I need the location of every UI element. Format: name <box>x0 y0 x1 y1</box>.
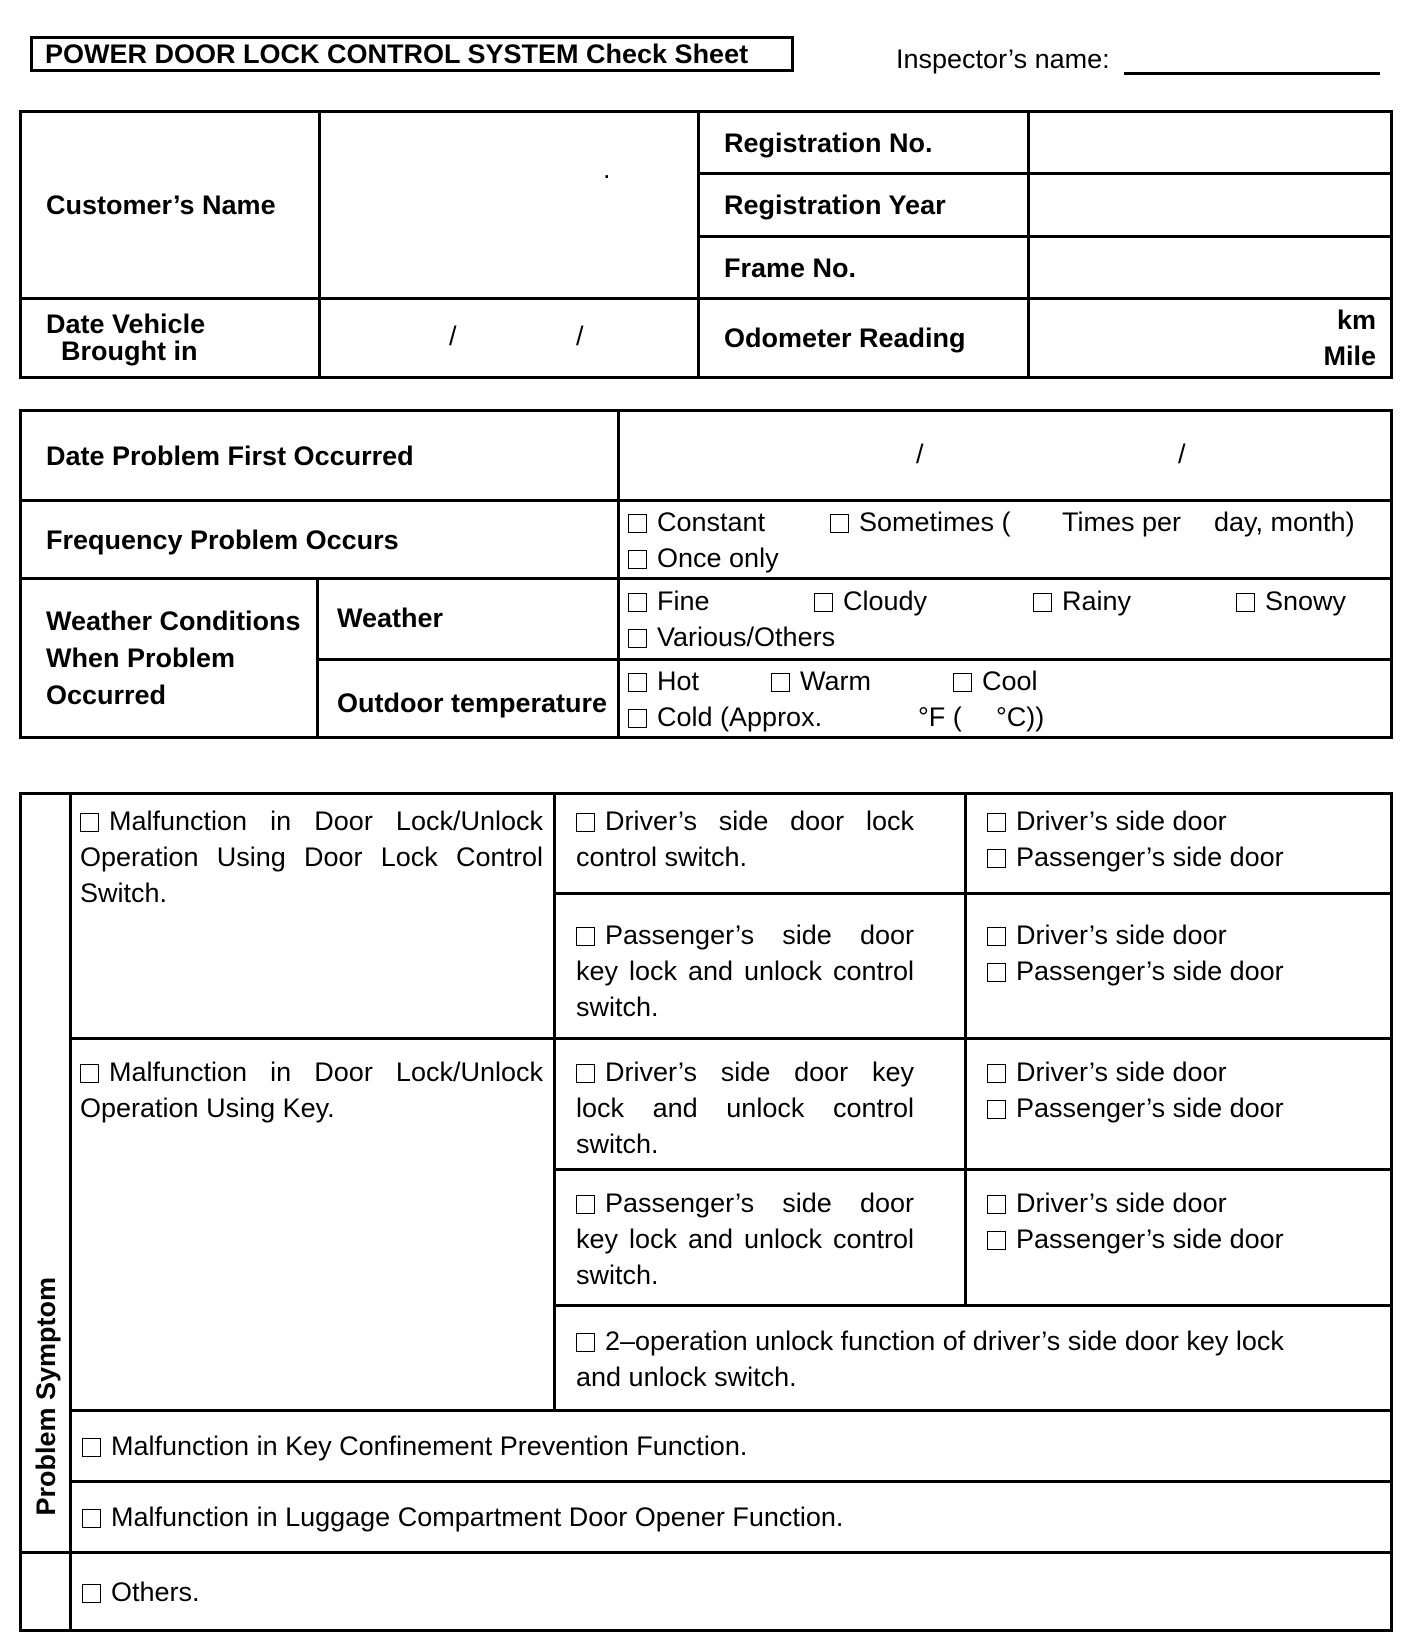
temp-c-unit: °C)) <box>996 701 1045 732</box>
freq-times-per: Times per <box>1062 506 1182 537</box>
driver-door-label: Driver’s side door <box>1016 920 1227 950</box>
problem-symptom-label: Problem Symptom <box>30 1277 61 1516</box>
switch-malfunction-cell <box>71 794 555 1039</box>
temp-cold-label: Cold (Approx. <box>657 701 823 732</box>
outdoor-temperature-label: Outdoor temperature <box>318 660 619 738</box>
door-choice-cell-1 <box>966 794 1392 894</box>
checkbox-icon[interactable] <box>814 593 833 612</box>
checkbox-icon[interactable] <box>82 1584 101 1603</box>
key-malfunction-cell <box>71 1039 555 1411</box>
driver-key-switch-option[interactable] <box>576 1054 914 1162</box>
freq-sometimes-label: Sometimes ( <box>859 506 1011 537</box>
driver-lock-switch-cell <box>555 794 966 894</box>
frequency-options <box>619 501 1392 579</box>
checkbox-icon[interactable] <box>82 1509 101 1528</box>
date-brought-label <box>21 299 320 378</box>
key-malfunction-option[interactable] <box>80 1054 543 1126</box>
two-operation-option[interactable] <box>576 1323 1330 1395</box>
checkbox-icon[interactable] <box>1236 593 1255 612</box>
weather-fine-option[interactable] <box>628 583 710 619</box>
passenger-door-option-3[interactable] <box>987 1090 1380 1126</box>
door-choice-cell-4 <box>966 1170 1392 1306</box>
passenger-key-switch-label-1: Passenger’s side door key lock and unlock control switch. <box>576 920 914 1022</box>
registration-year-label: Registration Year <box>699 174 1029 237</box>
checkbox-icon[interactable] <box>987 1231 1006 1250</box>
checkbox-icon[interactable] <box>82 1438 101 1457</box>
weather-options <box>619 579 1392 660</box>
driver-key-switch-cell <box>555 1039 966 1170</box>
passenger-door-label: Passenger’s side door <box>1016 956 1284 986</box>
switch-malfunction-option[interactable] <box>80 803 543 911</box>
passenger-key-switch-option-1[interactable] <box>576 917 914 1025</box>
driver-key-switch-label: Driver’s side door key lock and unlock control switch. <box>576 1057 914 1159</box>
odometer-field[interactable] <box>1029 299 1392 378</box>
passenger-key-switch-cell-1 <box>555 894 966 1039</box>
freq-constant-option[interactable] <box>628 504 765 540</box>
unit-km: km <box>1336 305 1376 335</box>
registration-no-label: Registration No. <box>699 112 1029 174</box>
checkbox-icon[interactable] <box>987 1100 1006 1119</box>
checkbox-icon[interactable] <box>576 1064 595 1083</box>
key-malfunction-label: Malfunction in Door Lock/Unlock Operation Using Key. <box>80 1057 543 1123</box>
weather-conditions-line1: Weather Conditions <box>46 605 301 636</box>
checkbox-icon[interactable] <box>576 1195 595 1214</box>
checkbox-icon[interactable] <box>628 514 647 533</box>
inspector-name-label: Inspector’s name: <box>896 44 1110 74</box>
temp-warm-label: Warm <box>800 665 871 696</box>
passenger-door-label: Passenger’s side door <box>1016 1093 1284 1123</box>
freq-constant-label: Constant <box>657 506 766 537</box>
checkbox-icon[interactable] <box>628 673 647 692</box>
driver-door-option-4[interactable] <box>987 1185 1380 1221</box>
temperature-options <box>619 660 1392 738</box>
weather-rainy-option[interactable] <box>1033 583 1131 619</box>
luggage-opener-cell <box>71 1482 1392 1553</box>
checkbox-icon[interactable] <box>576 813 595 832</box>
checkbox-icon[interactable] <box>987 1064 1006 1083</box>
weather-conditions-label <box>21 579 318 738</box>
date-first-sep-2: / <box>1178 439 1186 469</box>
checkbox-icon[interactable] <box>987 963 1006 982</box>
checkbox-icon[interactable] <box>1033 593 1052 612</box>
driver-door-option-2[interactable] <box>987 917 1380 953</box>
checkbox-icon[interactable] <box>953 673 972 692</box>
passenger-door-label: Passenger’s side door <box>1016 842 1284 872</box>
driver-lock-switch-label: Driver’s side door lock control switch. <box>576 806 914 872</box>
checkbox-icon[interactable] <box>771 673 790 692</box>
unit-mile: Mile <box>1323 341 1376 371</box>
driver-door-label: Driver’s side door <box>1016 1057 1227 1087</box>
weather-conditions-line2: When Problem <box>46 642 236 673</box>
driver-door-option-1[interactable] <box>987 803 1380 839</box>
date-brought-label-line2: Brought in <box>61 336 198 366</box>
passenger-door-option-1[interactable] <box>987 839 1380 875</box>
weather-rainy-label: Rainy <box>1062 586 1132 616</box>
sheet-title: POWER DOOR LOCK CONTROL SYSTEM Check Sheet <box>30 36 794 72</box>
checkbox-icon[interactable] <box>628 629 647 648</box>
checkbox-icon[interactable] <box>80 1064 99 1083</box>
problem-symptom-label-cell <box>21 794 71 1553</box>
weather-snowy-label: Snowy <box>1265 586 1347 616</box>
driver-lock-switch-option[interactable] <box>576 803 914 875</box>
date-sep-1: / <box>449 321 457 351</box>
customer-dot: . <box>603 154 611 184</box>
passenger-key-switch-option-2[interactable] <box>576 1185 914 1293</box>
temp-cool-label: Cool <box>982 665 1038 696</box>
checkbox-icon[interactable] <box>576 1333 595 1352</box>
door-choice-cell-3 <box>966 1039 1392 1170</box>
weather-label: Weather <box>318 579 619 660</box>
date-first-occurred-field[interactable] <box>619 411 1392 501</box>
weather-conditions-line3: Occurred <box>46 679 167 710</box>
key-confinement-cell <box>71 1411 1392 1482</box>
checkbox-icon[interactable] <box>576 927 595 946</box>
door-choice-cell-2 <box>966 894 1392 1039</box>
passenger-door-option-4[interactable] <box>987 1221 1380 1257</box>
temp-hot-option[interactable] <box>628 663 699 699</box>
driver-door-label: Driver’s side door <box>1016 806 1227 836</box>
luggage-opener-option[interactable] <box>82 1499 1390 1535</box>
others-cell <box>71 1553 1392 1631</box>
problem-symptom-table <box>19 792 1393 1632</box>
passenger-door-label: Passenger’s side door <box>1016 1224 1284 1254</box>
switch-malfunction-label: Malfunction in Door Lock/Unlock Operation Using Door Lock Control Switch. <box>80 806 543 908</box>
checkbox-icon[interactable] <box>628 709 647 728</box>
frequency-label: Frequency Problem Occurs <box>21 501 619 579</box>
freq-sometimes-option[interactable] <box>830 504 1011 540</box>
temp-cool-option[interactable] <box>953 663 1038 699</box>
passenger-key-switch-label-2: Passenger’s side door key lock and unlock control switch. <box>576 1188 914 1290</box>
checkbox-icon[interactable] <box>987 849 1006 868</box>
vehicle-info-table <box>19 110 1393 379</box>
freq-once-option[interactable] <box>628 540 779 576</box>
weather-various-option[interactable] <box>628 619 835 655</box>
luggage-opener-label: Malfunction in Luggage Compartment Door Opener Function. <box>111 1502 844 1532</box>
two-operation-cell <box>555 1306 1392 1411</box>
checkbox-icon[interactable] <box>830 514 849 533</box>
freq-day-month: day, month) <box>1214 506 1355 537</box>
two-operation-label: 2–operation unlock function of driver’s side door key lock and unlock switch. <box>576 1326 1284 1392</box>
odometer-label: Odometer Reading <box>699 299 1029 378</box>
freq-once-label: Once only <box>657 542 779 573</box>
weather-various-label: Various/Others <box>657 622 836 652</box>
conditions-table <box>19 409 1393 739</box>
driver-door-label: Driver’s side door <box>1016 1188 1227 1218</box>
checkbox-icon[interactable] <box>628 593 647 612</box>
temp-cold-option[interactable] <box>628 699 822 735</box>
date-first-sep-1: / <box>916 439 924 469</box>
weather-fine-label: Fine <box>657 586 710 616</box>
weather-cloudy-label: Cloudy <box>843 586 928 616</box>
passenger-door-option-2[interactable] <box>987 953 1380 989</box>
checkbox-icon[interactable] <box>987 813 1006 832</box>
temp-hot-label: Hot <box>657 665 700 696</box>
weather-cloudy-option[interactable] <box>814 583 927 619</box>
weather-snowy-option[interactable] <box>1236 583 1346 619</box>
customer-name-field[interactable] <box>320 112 699 299</box>
driver-door-option-3[interactable] <box>987 1054 1380 1090</box>
frame-no-field[interactable] <box>1029 237 1392 299</box>
others-label: Others. <box>111 1576 200 1607</box>
temp-f-unit: °F ( <box>918 701 962 732</box>
registration-no-field[interactable] <box>1029 112 1392 174</box>
passenger-key-switch-cell-2 <box>555 1170 966 1306</box>
others-option[interactable] <box>82 1574 1390 1610</box>
frame-no-label: Frame No. <box>699 237 1029 299</box>
key-confinement-label: Malfunction in Key Confinement Prevention Function. <box>111 1431 748 1461</box>
key-confinement-option[interactable] <box>82 1428 1390 1464</box>
inspector-name-field[interactable] <box>1124 72 1380 75</box>
date-brought-label-line1: Date Vehicle <box>46 309 206 339</box>
checkbox-icon[interactable] <box>987 1195 1006 1214</box>
temp-warm-option[interactable] <box>771 663 871 699</box>
date-sep-2: / <box>576 321 584 351</box>
checkbox-icon[interactable] <box>80 813 99 832</box>
date-brought-field[interactable] <box>320 299 699 378</box>
checkbox-icon[interactable] <box>628 550 647 569</box>
customer-name-label: Customer’s Name <box>21 112 320 299</box>
checkbox-icon[interactable] <box>987 927 1006 946</box>
date-first-occurred-label: Date Problem First Occurred <box>21 411 619 501</box>
registration-year-field[interactable] <box>1029 174 1392 237</box>
